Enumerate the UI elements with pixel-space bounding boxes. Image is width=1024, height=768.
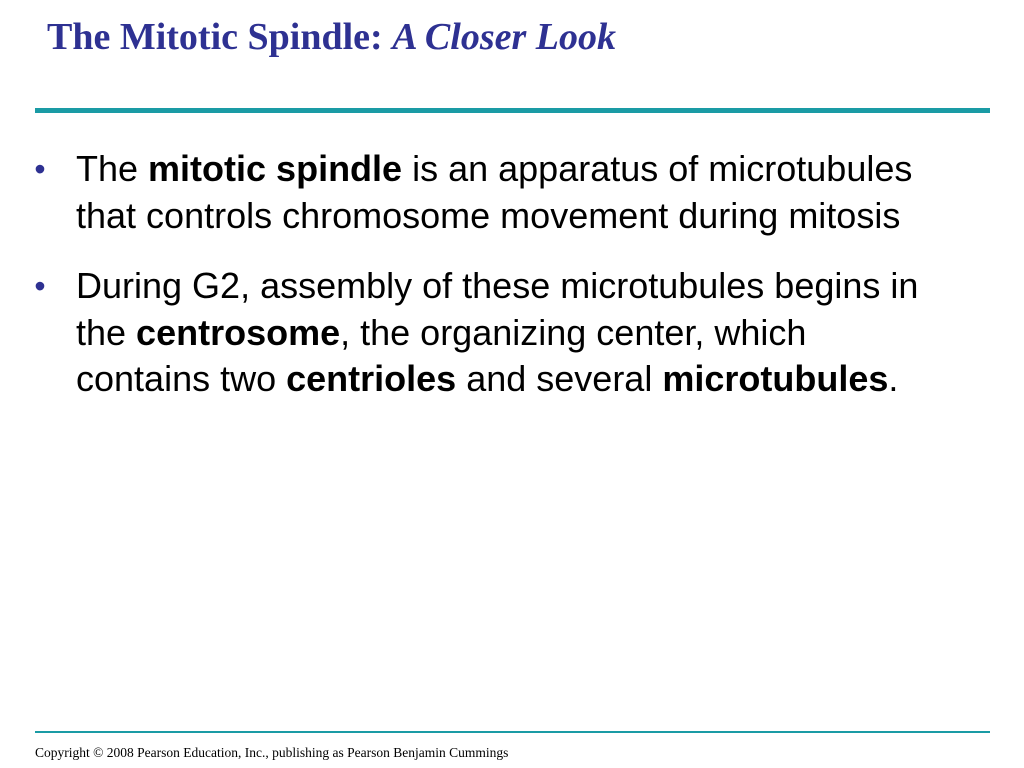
bullet-text-segment: is an apparatus of microtubules that controls chromosome movement during mitosis <box>76 148 913 236</box>
bullet-text <box>76 148 912 236</box>
bullet-text-segment: The <box>76 148 149 189</box>
bullet-bold-term: centrosome <box>136 311 341 353</box>
bullet-text-segment: , the organizing center, which contains two <box>76 311 807 399</box>
bullet-bold-term: centrioles <box>286 358 457 399</box>
copyright-notice: Copyright © 2008 Pearson Education, Inc., publishing as Pearson Benjamin Cummings <box>35 745 509 760</box>
bullet-text-segment: During G2, assembly of these microtubules begins in the <box>76 265 919 353</box>
slide-title-main: The Mitotic Spindle: <box>47 16 393 58</box>
bullet-list <box>30 146 930 427</box>
bullet-dot-icon: • <box>34 151 46 187</box>
bullet-item-centrosome <box>30 263 930 403</box>
bullet-bold-term: mitotic spindle <box>148 148 403 189</box>
bullet-text <box>76 265 918 399</box>
slide-title <box>47 14 616 60</box>
bullet-text-segment: and several <box>456 358 663 399</box>
bullet-bold-term: microtubules <box>662 358 889 399</box>
slide-title-italic: A Closer Look <box>392 16 616 58</box>
bullet-item-mitotic-spindle <box>30 146 930 239</box>
bullet-dot-icon: • <box>34 268 46 304</box>
footer-divider-rule <box>35 731 990 733</box>
bullet-text-segment: . <box>888 358 899 399</box>
title-divider-rule <box>35 108 990 113</box>
